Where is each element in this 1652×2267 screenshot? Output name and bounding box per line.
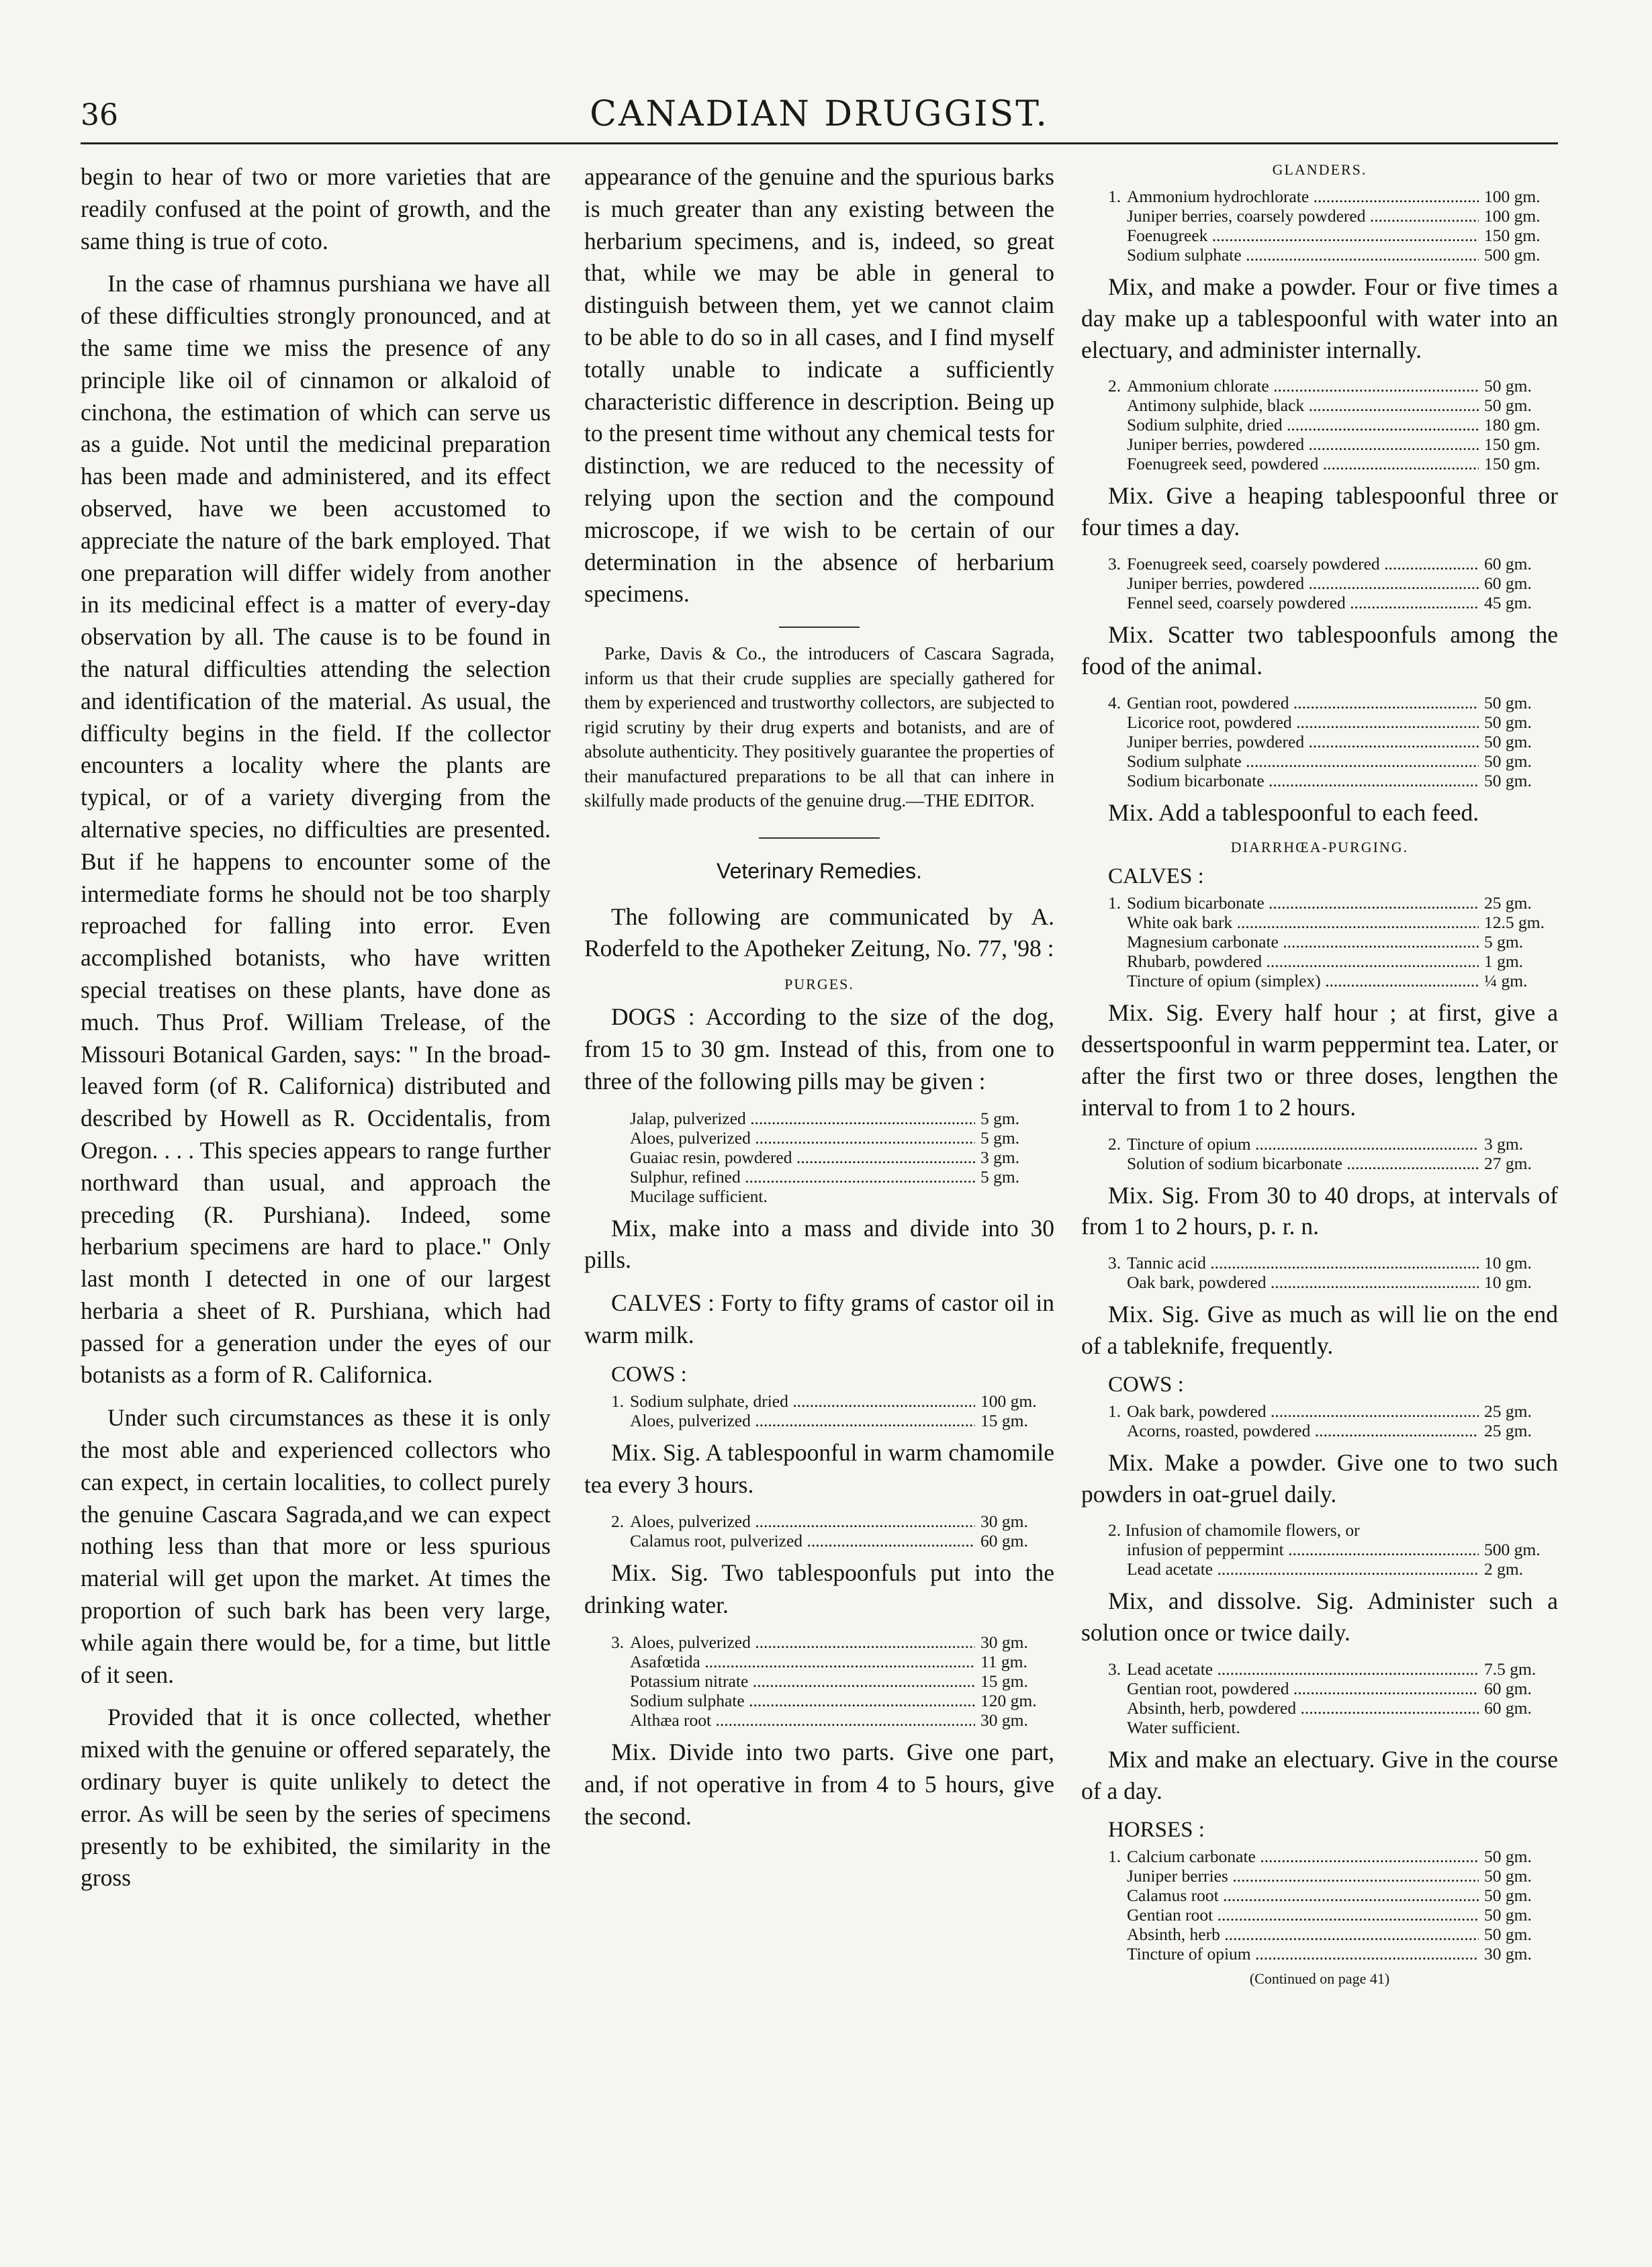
ingredient-amount: 5 gm. bbox=[980, 1108, 1020, 1128]
ingredient-amount: 150 gm. bbox=[1484, 454, 1541, 474]
recipe-number bbox=[1108, 593, 1127, 612]
ingredient-amount: 30 gm. bbox=[980, 1632, 1028, 1653]
recipe-number: 1. bbox=[1108, 1401, 1121, 1421]
ingredient-name: Fennel seed, coarsely powdered ..... bbox=[1127, 593, 1479, 612]
recipe-line bbox=[1108, 893, 1558, 913]
recipe-number bbox=[611, 1109, 630, 1128]
ingredient-amount: 50 gm. bbox=[1484, 731, 1532, 751]
ingredient-amount: 60 gm. bbox=[1484, 1678, 1532, 1698]
ingredient-amount: 100 gm. bbox=[980, 1391, 1037, 1411]
ingredient-name: Ammonium chlorate ..... bbox=[1127, 376, 1479, 396]
recipe-line bbox=[1108, 1421, 1558, 1440]
paragraph: begin to hear of two or more varieties that are readily confused at the point of growth, and the same thing is true of coto. bbox=[81, 163, 551, 255]
article-heading: Veterinary Remedies. bbox=[717, 858, 922, 883]
recipe-number bbox=[1108, 434, 1127, 454]
recipe-line bbox=[1108, 1401, 1558, 1421]
ingredient-name: Licorice root, powdered ..... bbox=[1127, 712, 1479, 732]
ingredient-amount: 50 gm. bbox=[1484, 1846, 1532, 1866]
recipe-number: 2. bbox=[611, 1512, 625, 1532]
ingredient-name: Foenugreek ..... bbox=[1127, 226, 1479, 245]
paragraph: Mix, make into a mass and divide into 30 pills. bbox=[584, 1214, 1054, 1274]
recipe bbox=[1108, 376, 1558, 473]
recipe-line bbox=[1108, 971, 1558, 990]
ingredient-name: Tincture of opium (simplex) ..... bbox=[1127, 971, 1479, 990]
recipe-number: 4. bbox=[1108, 692, 1121, 712]
recipe-line bbox=[611, 1391, 1054, 1411]
recipe-number bbox=[1108, 1905, 1127, 1925]
recipe-line bbox=[611, 1632, 1054, 1652]
paragraph: Mix, and dissolve. Sig. Administer such a solution once or twice daily. bbox=[1081, 1587, 1558, 1647]
recipe-number bbox=[1108, 1154, 1127, 1173]
recipe-line bbox=[1108, 1253, 1558, 1273]
ingredient-amount: 5 gm. bbox=[980, 1127, 1020, 1148]
recipe-line bbox=[611, 1109, 1054, 1128]
recipe-number bbox=[1108, 245, 1127, 265]
recipe-line: Mucilage sufficient. bbox=[630, 1186, 768, 1206]
recipe-line bbox=[1108, 952, 1558, 971]
ingredient-name: Acorns, roasted, powdered ..... bbox=[1127, 1421, 1479, 1440]
recipe-number bbox=[1108, 206, 1127, 226]
ingredient-name: Sodium sulphate ..... bbox=[1127, 245, 1479, 265]
ingredient-name: Tincture of opium ..... bbox=[1127, 1944, 1479, 1963]
subheading: PURGES. bbox=[784, 976, 854, 993]
ingredient-amount: 50 gm. bbox=[1484, 1865, 1532, 1886]
recipe bbox=[1108, 1253, 1558, 1292]
recipe-line bbox=[1108, 454, 1558, 473]
ingredient-amount: 60 gm. bbox=[980, 1531, 1028, 1551]
recipe-number bbox=[1108, 771, 1127, 790]
ingredient-amount: 50 gm. bbox=[1484, 376, 1532, 396]
ingredient-amount: 3 gm. bbox=[1484, 1134, 1524, 1154]
recipe-line bbox=[611, 1128, 1054, 1148]
ingredient-name: Ammonium hydrochlorate ..... bbox=[1127, 187, 1479, 206]
recipe-line bbox=[1108, 573, 1558, 593]
ingredient-name: White oak bark ..... bbox=[1127, 913, 1479, 932]
recipe bbox=[1108, 1847, 1558, 1963]
recipe-line bbox=[611, 1411, 1054, 1430]
recipe-number bbox=[611, 1691, 630, 1710]
ingredient-amount: 100 gm. bbox=[1484, 187, 1541, 206]
ingredient-amount: 50 gm. bbox=[1484, 692, 1532, 712]
ingredient-name: Lead acetate ..... bbox=[1127, 1659, 1479, 1679]
recipe-number bbox=[1108, 415, 1127, 434]
recipe bbox=[1108, 1401, 1558, 1440]
recipe-number bbox=[611, 1531, 630, 1551]
recipe-line bbox=[1108, 1944, 1558, 1963]
ingredient-amount: 100 gm. bbox=[1484, 206, 1541, 226]
ingredient-name: Foenugreek seed, powdered ..... bbox=[1127, 454, 1479, 473]
recipe-number bbox=[1108, 1421, 1127, 1440]
recipe-line bbox=[1108, 1273, 1558, 1292]
ingredient-amount: 50 gm. bbox=[1484, 712, 1532, 732]
recipe-line bbox=[1108, 771, 1558, 790]
ingredient-amount: 1 gm. bbox=[1484, 952, 1524, 972]
recipe-line bbox=[1108, 593, 1558, 612]
recipe-number: 3. bbox=[1108, 1659, 1121, 1679]
paragraph: Mix. Divide into two parts. Give one part, and, if not operative in from 4 to 5 hours, give the second. bbox=[584, 1739, 1054, 1830]
ingredient-amount: 60 gm. bbox=[1484, 573, 1532, 593]
ingredient-amount: 500 gm. bbox=[1484, 245, 1541, 265]
recipe-number: 1. bbox=[1108, 1846, 1121, 1866]
ingredient-amount: 45 gm. bbox=[1484, 592, 1532, 612]
recipe-number bbox=[1108, 913, 1127, 932]
recipe-number bbox=[1108, 1925, 1127, 1944]
ingredient-name: Gentian root, powdered ..... bbox=[1127, 693, 1479, 712]
ingredient-name: Aloes, pulverized ..... bbox=[630, 1411, 975, 1430]
ingredient-name: Aloes, pulverized ..... bbox=[630, 1128, 975, 1148]
ingredient-name: Juniper berries ..... bbox=[1127, 1866, 1479, 1886]
paragraph: Provided that it is once collected, whether mixed with the genuine or offered separately, the ordinary buyer is quite unlikely to detect the error. As will be seen by the series of specimens presently to be exhibited, the similarity in the gross bbox=[81, 1704, 551, 1892]
recipe-line bbox=[1108, 187, 1558, 206]
ingredient-amount: 2 gm. bbox=[1484, 1559, 1524, 1579]
ingredient-name: Magnesium carbonate ..... bbox=[1127, 932, 1479, 952]
column-1 bbox=[81, 161, 551, 1905]
ingredient-name: Gentian root, powdered ..... bbox=[1127, 1679, 1479, 1698]
recipe-number bbox=[611, 1167, 630, 1187]
paragraph: Mix. Give a heaping tablespoonful three or four times a day. bbox=[1081, 482, 1558, 541]
section-divider bbox=[779, 627, 860, 628]
running-head: CANADIAN DRUGGIST. bbox=[590, 94, 1049, 134]
recipe-line: Water sufficient. bbox=[1127, 1717, 1240, 1737]
continued-note: (Continued on page 41) bbox=[1249, 1970, 1390, 1987]
recipe-line bbox=[1108, 932, 1558, 952]
ingredient-amount: 50 gm. bbox=[1484, 1924, 1532, 1944]
recipe bbox=[1108, 893, 1558, 990]
recipe-line bbox=[1108, 1866, 1558, 1886]
ingredient-name: Sodium sulphate ..... bbox=[1127, 751, 1479, 771]
recipe-line bbox=[1108, 1925, 1558, 1944]
column-2 bbox=[584, 161, 1054, 1843]
ingredient-amount: ¼ gm. bbox=[1484, 971, 1528, 991]
ingredient-amount: 3 gm. bbox=[980, 1147, 1020, 1167]
recipe-line bbox=[1108, 554, 1558, 573]
paragraph: Mix. Make a powder. Give one to two such powders in oat-gruel daily. bbox=[1081, 1448, 1558, 1508]
subheading: COWS : bbox=[611, 1362, 687, 1387]
recipe bbox=[1108, 554, 1558, 612]
recipe-line bbox=[611, 1691, 1054, 1710]
recipe-number: 1. bbox=[1108, 187, 1121, 206]
ingredient-name: Potassium nitrate ..... bbox=[630, 1671, 975, 1691]
recipe-line bbox=[1108, 1540, 1558, 1559]
ingredient-amount: 500 gm. bbox=[1484, 1540, 1541, 1560]
paragraph: Mix. Sig. Two tablespoonfuls put into the drinking water. bbox=[584, 1559, 1054, 1619]
recipe-number bbox=[1108, 1540, 1127, 1559]
ingredient-name: Tannic acid ..... bbox=[1127, 1253, 1479, 1273]
ingredient-name: Aloes, pulverized ..... bbox=[630, 1512, 975, 1531]
paragraph: The following are communicated by A. Roderfeld to the Apotheker Zeitung, No. 77, '98 : bbox=[584, 903, 1054, 962]
ingredient-amount: 50 gm. bbox=[1484, 770, 1532, 790]
ingredient-name: Sodium bicarbonate ..... bbox=[1127, 771, 1479, 790]
ingredient-amount: 25 gm. bbox=[1484, 893, 1532, 913]
recipe-number bbox=[1108, 971, 1127, 990]
ingredient-amount: 50 gm. bbox=[1484, 751, 1532, 771]
ingredient-amount: 30 gm. bbox=[980, 1512, 1028, 1532]
recipe-line bbox=[1108, 434, 1558, 454]
recipe-line bbox=[1108, 732, 1558, 751]
ingredient-amount: 25 gm. bbox=[1484, 1420, 1532, 1440]
ingredient-name: Gentian root ..... bbox=[1127, 1905, 1479, 1925]
recipe-number: 1. bbox=[611, 1391, 625, 1411]
recipe-number bbox=[1108, 573, 1127, 593]
recipe-number: 3. bbox=[1108, 1253, 1121, 1273]
ingredient-amount: 27 gm. bbox=[1484, 1153, 1532, 1173]
ingredient-name: Juniper berries, coarsely powdered ..... bbox=[1127, 206, 1479, 226]
ingredient-amount: 30 gm. bbox=[980, 1710, 1028, 1730]
ingredient-name: Juniper berries, powdered ..... bbox=[1127, 732, 1479, 751]
recipe-line bbox=[1108, 1679, 1558, 1698]
ingredient-name: Absinth, herb, powdered ..... bbox=[1127, 1698, 1479, 1718]
ingredient-name: Absinth, herb ..... bbox=[1127, 1925, 1479, 1944]
paragraph: Under such circumstances as these it is only the most able and experienced collectors who can expect, in certain localities, to collect purely the genuine Cascara Sagrada,and we can expect nothing less than that more or less spurious material will get upon the market. At times the proportion of such bark has been very large, while again there would be, for a time, but little of it seen. bbox=[81, 1404, 551, 1688]
recipe-line bbox=[1108, 226, 1558, 245]
paragraph: Mix. Scatter two tablespoonfuls among the food of the animal. bbox=[1081, 620, 1558, 680]
recipe-number: 1. bbox=[1108, 893, 1121, 913]
recipe-number: 3. bbox=[611, 1632, 625, 1653]
ingredient-name: Sodium sulphite, dried ..... bbox=[1127, 415, 1479, 434]
recipe-line bbox=[1108, 1134, 1558, 1154]
ingredient-name: Asafœtida ..... bbox=[630, 1652, 975, 1671]
ingredient-amount: 60 gm. bbox=[1484, 553, 1532, 573]
recipe-number bbox=[611, 1710, 630, 1730]
recipe-number bbox=[1108, 1866, 1127, 1886]
ingredient-amount: 50 gm. bbox=[1484, 396, 1532, 416]
ingredient-name: Calcium carbonate ..... bbox=[1127, 1847, 1479, 1866]
subheading: COWS : bbox=[1108, 1372, 1184, 1397]
ingredient-amount: 5 gm. bbox=[980, 1166, 1020, 1187]
recipe-number bbox=[611, 1128, 630, 1148]
editor-note: Parke, Davis & Co., the introducers of Cascara Sagrada, inform us that their crude supplies are specially gathered for them by experienced and trustworthy collectors, are subjected to rigid scrutiny by their drug experts and botanists, and are of absolute authenticity. They positively guarantee the properties of their manufactured preparations to be all that can inhere in skilfully made products of the genuine drug.—THE EDITOR. bbox=[584, 643, 1054, 811]
ingredient-amount: 15 gm. bbox=[980, 1410, 1028, 1430]
recipe bbox=[611, 1512, 1054, 1551]
ingredient-name: Guaiac resin, powdered ..... bbox=[630, 1148, 975, 1167]
recipe-line bbox=[611, 1531, 1054, 1551]
recipe bbox=[1108, 187, 1558, 265]
ingredient-name: Calamus root ..... bbox=[1127, 1886, 1479, 1905]
recipe-number bbox=[1108, 712, 1127, 732]
recipe-line bbox=[611, 1148, 1054, 1167]
recipe-number: 3. bbox=[1108, 553, 1121, 573]
ingredient-amount: 60 gm. bbox=[1484, 1698, 1532, 1718]
ingredient-name: Foenugreek seed, coarsely powdered ..... bbox=[1127, 554, 1479, 573]
ingredient-amount: 15 gm. bbox=[980, 1671, 1028, 1692]
recipe-number: 2. bbox=[1108, 376, 1121, 396]
ingredient-name: Lead acetate ..... bbox=[1127, 1559, 1479, 1579]
recipe-line bbox=[611, 1652, 1054, 1671]
ingredient-name: Oak bark, powdered ..... bbox=[1127, 1273, 1479, 1292]
ingredient-name: infusion of peppermint ..... bbox=[1127, 1540, 1479, 1559]
ingredient-name: Oak bark, powdered ..... bbox=[1127, 1401, 1479, 1421]
recipe-number bbox=[1108, 751, 1127, 771]
ingredient-amount: 180 gm. bbox=[1484, 415, 1541, 435]
ingredient-amount: 12.5 gm. bbox=[1484, 913, 1545, 933]
ingredient-amount: 50 gm. bbox=[1484, 1885, 1532, 1905]
paragraph: Mix and make an electuary. Give in the course of a day. bbox=[1081, 1745, 1558, 1804]
recipe-number bbox=[1108, 732, 1127, 751]
subheading: GLANDERS. bbox=[1272, 161, 1367, 178]
recipe-number bbox=[1108, 396, 1127, 415]
recipe-line bbox=[611, 1710, 1054, 1730]
paragraph: Mix. Sig. From 30 to 40 drops, at intervals of from 1 to 2 hours, p. r. n. bbox=[1081, 1181, 1558, 1240]
ingredient-name: Aloes, pulverized ..... bbox=[630, 1632, 975, 1652]
recipe-line bbox=[1108, 693, 1558, 712]
ingredient-name: Sodium sulphate, dried ..... bbox=[630, 1391, 975, 1411]
recipe-number bbox=[611, 1411, 630, 1430]
ingredient-amount: 150 gm. bbox=[1484, 226, 1541, 245]
ingredient-name: Solution of sodium bicarbonate ..... bbox=[1127, 1154, 1479, 1173]
ingredient-amount: 10 gm. bbox=[1484, 1253, 1532, 1273]
recipe-line bbox=[1108, 1659, 1558, 1679]
recipe-number bbox=[1108, 952, 1127, 971]
subheading: DIARRHŒA-PURGING. bbox=[1230, 839, 1409, 856]
recipe bbox=[1108, 1134, 1558, 1173]
recipe bbox=[1108, 1520, 1558, 1579]
ingredient-amount: 25 gm. bbox=[1484, 1401, 1532, 1421]
recipe bbox=[611, 1391, 1054, 1430]
recipe-number bbox=[1108, 226, 1127, 245]
recipe-number bbox=[611, 1148, 630, 1167]
ingredient-amount: 10 gm. bbox=[1484, 1273, 1532, 1293]
recipe-line bbox=[1108, 396, 1558, 415]
ingredient-name: Sulphur, refined ..... bbox=[630, 1167, 975, 1187]
recipe-line bbox=[1108, 712, 1558, 732]
recipe-line: 2. Infusion of chamomile flowers, or bbox=[1108, 1520, 1360, 1540]
recipe bbox=[1108, 693, 1558, 790]
column-3 bbox=[1081, 161, 1558, 1988]
ingredient-name: Calamus root, pulverized ..... bbox=[630, 1531, 975, 1551]
paragraph: DOGS : According to the size of the dog, from 15 to 30 gm. Instead of this, from one to three of the following pills may be given : bbox=[584, 1003, 1054, 1095]
paragraph: CALVES : Forty to fifty grams of castor oil in warm milk. bbox=[584, 1289, 1054, 1349]
recipe-line bbox=[1108, 1847, 1558, 1866]
recipe-line bbox=[1108, 751, 1558, 771]
ingredient-amount: 5 gm. bbox=[1484, 932, 1524, 952]
ingredient-amount: 50 gm. bbox=[1484, 1904, 1532, 1925]
recipe-number bbox=[1108, 454, 1127, 473]
recipe-number bbox=[1108, 1886, 1127, 1905]
recipe-line bbox=[1108, 376, 1558, 396]
ingredient-name: Rhubarb, powdered ..... bbox=[1127, 952, 1479, 971]
ingredient-name: Sodium bicarbonate ..... bbox=[1127, 893, 1479, 913]
recipe-line bbox=[1108, 1905, 1558, 1925]
page-number: 36 bbox=[81, 98, 118, 132]
recipe-number bbox=[1108, 932, 1127, 952]
recipe-line bbox=[1108, 1886, 1558, 1905]
ingredient-name: Althæa root ..... bbox=[630, 1710, 975, 1730]
recipe bbox=[611, 1109, 1054, 1206]
subheading: CALVES : bbox=[1108, 864, 1204, 889]
section-divider bbox=[759, 837, 880, 839]
recipe-number bbox=[1108, 1679, 1127, 1698]
recipe-line bbox=[1108, 415, 1558, 434]
recipe-line bbox=[1108, 245, 1558, 265]
paragraph: Mix. Sig. A tablespoonful in warm chamomile tea every 3 hours. bbox=[584, 1438, 1054, 1498]
recipe-number: 2. bbox=[1108, 1134, 1121, 1154]
recipe-number bbox=[1108, 1273, 1127, 1292]
recipe-number bbox=[611, 1671, 630, 1691]
paragraph: Mix. Sig. Every half hour ; at first, give a dessertspoonful in warm peppermint tea. Later, or after the first two or three doses, lengthen the interval to from 1 to 2 hours. bbox=[1081, 999, 1558, 1121]
ingredient-name: Antimony sulphide, black ..... bbox=[1127, 396, 1479, 415]
recipe bbox=[1108, 1659, 1558, 1737]
ingredient-name: Sodium sulphate ..... bbox=[630, 1691, 975, 1710]
page-header bbox=[81, 94, 1558, 141]
paragraph: In the case of rhamnus purshiana we have all of these difficulties strongly pronounced, and at the same time we miss the presence of any principle like oil of cinnamon or alkaloid of cinchona, the estimation of which can serve us as a guide. Not until the medicinal preparation has been made and administered, and its effect observed, have we been accustomed to appreciate the nature of the bark employed. That one preparation will differ widely from another in its medicinal effect is a matter of every-day observation by all. The cause is to be found in the natural difficulties attending the selection and identification of the material. As usual, the difficulty begins in the field. If the collector encounters a locality where the plants are typical, or of a variety diverging from the alternative species, no difficulties are presented. But if he happens to encounter some of the intermediate forms he should not be too sharply reproached for falling into error. Even accomplished botanists, who have written special treatises on these plants, have done as much. Thus Prof. William Trelease, of the Missouri Botanical Garden, says: " In the broad-leaved form (of R. Californica) distributed and described by Howell as R. Occidentalis, from Oregon. . . . This species appears to range further northward than usual, and approach the preceding (R. Purshiana). Indeed, some herbarium specimens are hard to place." Only last month I detected in one of our largest herbaria a sheet of R. Purshiana, which had passed for a generation under the eyes of our botanists as a form of R. Californica. bbox=[81, 270, 551, 1389]
ingredient-amount: 30 gm. bbox=[1484, 1943, 1532, 1963]
recipe-line bbox=[611, 1167, 1054, 1187]
paragraph: appearance of the genuine and the spurious barks is much greater than any existing between the herbarium specimens, and is, indeed, so great that, while we may be able in general to distinguish between them, yet we cannot claim to be able to do so in all cases, and I find myself totally unable to indicate a sufficiently characteristic difference in description. Being up to the present time without any chemical tests for distinction, we are reduced to the necessity of relying upon the section and the compound microscope, if we wish to be certain of our determination in the absence of herbarium specimens. bbox=[584, 163, 1054, 608]
recipe-line bbox=[611, 1671, 1054, 1691]
recipe-line bbox=[1108, 1154, 1558, 1173]
recipe-line bbox=[1108, 1698, 1558, 1718]
ingredient-amount: 120 gm. bbox=[980, 1691, 1037, 1711]
ingredient-name: Tincture of opium ..... bbox=[1127, 1134, 1479, 1154]
ingredient-amount: 7.5 gm. bbox=[1484, 1659, 1536, 1679]
header-rule bbox=[81, 142, 1558, 144]
recipe-number bbox=[611, 1652, 630, 1671]
recipe-number bbox=[1108, 1698, 1127, 1718]
paragraph: Mix. Sig. Give as much as will lie on the end of a tableknife, frequently. bbox=[1081, 1301, 1558, 1359]
paragraph: Mix, and make a powder. Four or five times a day make up a tablespoonful with water into an electuary, and administer internally. bbox=[1081, 273, 1558, 363]
recipe-line bbox=[1108, 913, 1558, 932]
recipe-number bbox=[1108, 1944, 1127, 1963]
recipe bbox=[611, 1632, 1054, 1730]
subheading: HORSES : bbox=[1108, 1817, 1205, 1842]
ingredient-name: Juniper berries, powdered ..... bbox=[1127, 434, 1479, 454]
recipe-line bbox=[1108, 206, 1558, 226]
paragraph: Mix. Add a tablespoonful to each feed. bbox=[1108, 798, 1479, 826]
ingredient-amount: 11 gm. bbox=[980, 1652, 1027, 1672]
recipe-number bbox=[1108, 1559, 1127, 1579]
ingredient-name: Jalap, pulverized ..... bbox=[630, 1109, 975, 1128]
ingredient-amount: 150 gm. bbox=[1484, 434, 1541, 455]
recipe-line bbox=[1108, 1559, 1558, 1579]
recipe-line bbox=[611, 1512, 1054, 1531]
ingredient-name: Juniper berries, powdered ..... bbox=[1127, 573, 1479, 593]
